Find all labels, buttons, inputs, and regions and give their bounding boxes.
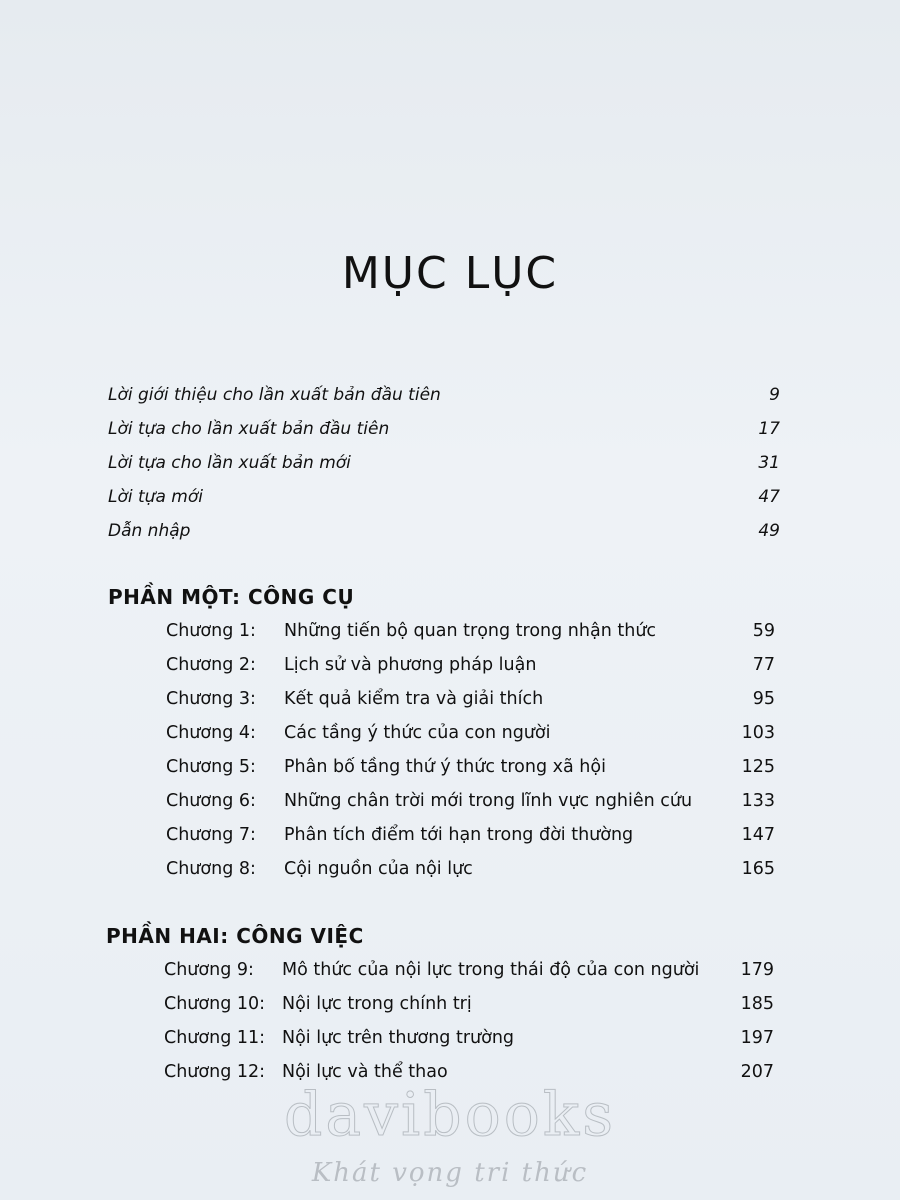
chapter-label: Chương 6: — [166, 791, 256, 811]
chapter-label: Chương 2: — [166, 655, 256, 675]
entry-title: Lời tựa mới — [108, 487, 203, 507]
chapter-title: Nội lực và thể thao — [282, 1062, 448, 1082]
chapter-title: Mô thức của nội lực trong thái độ của con người — [282, 960, 700, 980]
chapter-label: Chương 12: — [164, 1062, 266, 1082]
chapter-label: Chương 5: — [166, 757, 256, 777]
page-number: 47 — [758, 487, 780, 507]
chapter-label: Chương 7: — [166, 825, 256, 845]
part-one-heading: PHẦN MỘT: CÔNG CỤ — [108, 585, 355, 609]
chapter-label: Chương 11: — [164, 1028, 266, 1048]
part-two-heading: PHẦN HAI: CÔNG VIỆC — [106, 924, 364, 948]
page-number: 95 — [752, 689, 775, 709]
chapter-label: Chương 9: — [164, 960, 254, 980]
entry-title: Dẫn nhập — [108, 521, 191, 541]
page-number: 197 — [740, 1028, 774, 1048]
chapter-label: Chương 8: — [166, 859, 256, 879]
table-row — [166, 791, 775, 819]
entry-title: Lời giới thiệu cho lần xuất bản đầu tiên — [108, 385, 441, 405]
list-item — [108, 453, 780, 481]
list-item — [108, 419, 780, 447]
chapter-label: Chương 1: — [166, 621, 256, 641]
page-number: 147 — [741, 825, 775, 845]
page-number: 103 — [741, 723, 775, 743]
chapter-title: Những tiến bộ quan trọng trong nhận thức — [284, 621, 657, 641]
chapter-title: Nội lực trong chính trị — [282, 994, 472, 1014]
table-row — [166, 655, 775, 683]
chapter-label: Chương 3: — [166, 689, 256, 709]
page-number: 77 — [752, 655, 775, 675]
table-row — [166, 859, 775, 887]
chapter-title: Phân tích điểm tới hạn trong đời thường — [284, 825, 634, 845]
list-item — [108, 521, 780, 549]
list-item — [108, 487, 780, 515]
chapter-title: Những chân trời mới trong lĩnh vực nghiên cứu — [284, 791, 693, 811]
page-number: 31 — [758, 453, 780, 473]
page-number: 185 — [740, 994, 774, 1014]
watermark-slogan: Khát vọng tri thức — [311, 1158, 589, 1188]
chapter-label: Chương 4: — [166, 723, 256, 743]
table-row — [164, 994, 774, 1022]
table-row — [166, 723, 775, 751]
chapter-title: Kết quả kiểm tra và giải thích — [284, 689, 544, 709]
entry-title: Lời tựa cho lần xuất bản mới — [108, 453, 351, 473]
page-number: 49 — [758, 521, 780, 541]
chapter-title: Các tầng ý thức của con người — [284, 723, 551, 743]
page-number: 59 — [752, 621, 775, 641]
page-number: 17 — [758, 419, 780, 439]
page-number: 125 — [741, 757, 775, 777]
table-row — [164, 960, 774, 988]
chapter-title: Cội nguồn của nội lực — [284, 859, 473, 879]
chapter-label: Chương 10: — [164, 994, 266, 1014]
table-row — [164, 1028, 774, 1056]
entry-title: Lời tựa cho lần xuất bản đầu tiên — [108, 419, 390, 439]
table-row — [166, 757, 775, 785]
chapter-title: Lịch sử và phương pháp luận — [284, 655, 537, 675]
page-title: MỤC LỤC — [341, 248, 559, 299]
list-item — [108, 385, 780, 413]
page-number: 9 — [769, 385, 780, 405]
page-number: 179 — [740, 960, 774, 980]
table-row — [166, 689, 775, 717]
page-number: 133 — [741, 791, 775, 811]
page-number: 165 — [741, 859, 775, 879]
chapter-title: Phân bố tầng thứ ý thức trong xã hội — [284, 757, 606, 777]
table-row — [166, 621, 775, 649]
table-row — [166, 825, 775, 853]
chapter-title: Nội lực trên thương trường — [282, 1028, 515, 1048]
page-number: 207 — [740, 1062, 774, 1082]
watermark-logo: davibooks — [283, 1080, 617, 1150]
